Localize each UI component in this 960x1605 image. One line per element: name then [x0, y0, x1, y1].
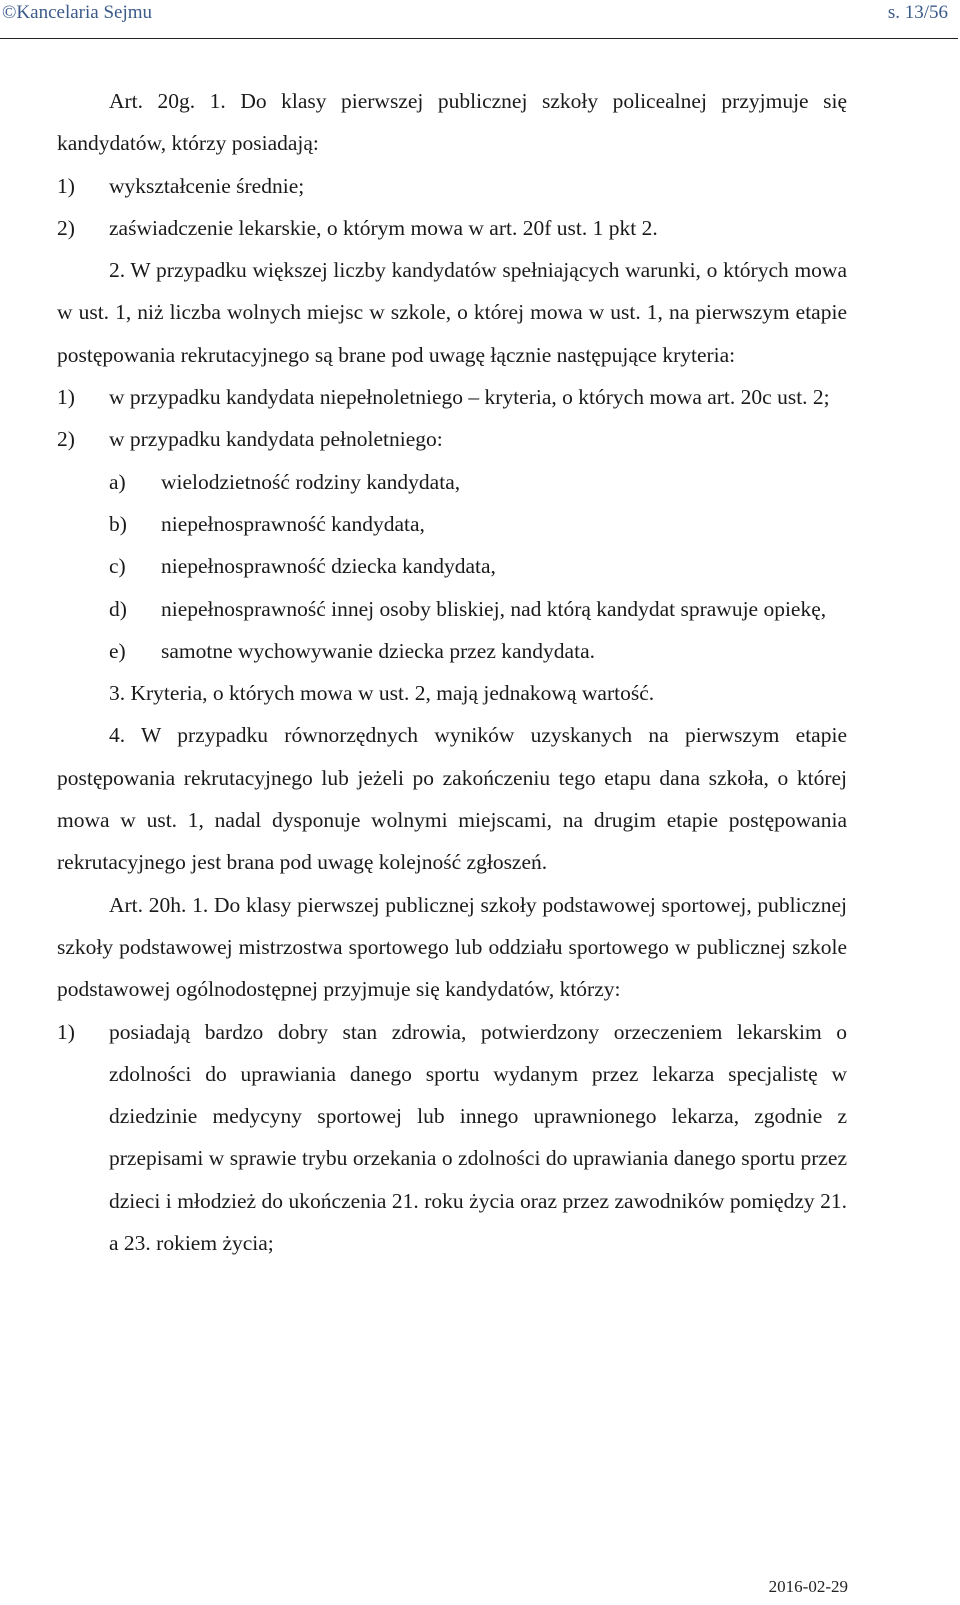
- copyright-label: ©Kancelaria Sejmu: [2, 2, 153, 23]
- list-item: 1) posiadają bardzo dobry stan zdrowia, potwierdzony orzeczeniem lekarskim o zdolności do uprawiania danego sportu wydanym przez lekarza specjalistę w dziedzinie medycyny sportowej lub innego uprawnionego lekarza, zgodnie z przepisami w sprawie trybu orzekania o zdolności do uprawiania danego sportu przez dzieci i młodzież do ukończenia 21. roku życia oraz przez zawodników pomiędzy 21. a 23. rokiem życia;: [57, 1019, 847, 1256]
- sub-list-item: a) wielodzietność rodziny kandydata,: [109, 469, 461, 494]
- sub-list-item: e) samotne wychowywanie dziecka przez kandydata.: [109, 638, 595, 663]
- footer-date: 2016-02-29: [768, 1577, 848, 1596]
- sub-list-item: c) niepełnosprawność dziecka kandydata,: [109, 554, 496, 579]
- art-20g-paragraph-3: 3. Kryteria, o których mowa w ust. 2, mają jednakową wartość.: [109, 681, 655, 706]
- list-item: 1) wykształcenie średnie;: [57, 173, 305, 198]
- art-20g-paragraph-1: Art. 20g. 1. Do klasy pierwszej publicznej szkoły policealnej przyjmuje się kandydatów, którzy posiadają:: [57, 89, 847, 156]
- page-number: s. 13/56: [887, 2, 948, 23]
- sub-list-item: d) niepełnosprawność innej osoby bliskiej, nad którą kandydat sprawuje opiekę,: [109, 596, 827, 621]
- document-body: [57, 80, 847, 1264]
- list-item: 2) w przypadku kandydata pełnoletniego:: [57, 427, 443, 452]
- sub-list-item: b) niepełnosprawność kandydata,: [109, 511, 425, 536]
- page-header: [0, 0, 958, 39]
- art-20g-paragraph-2: 2. W przypadku większej liczby kandydatów spełniających warunki, o których mowa w ust. 1, niż liczba wolnych miejsc w szkole, o której mowa w ust. 1, na pierwszym etapie postępowania rekrutacyjnego są brane pod uwagę łącznie następujące kryteria:: [57, 258, 847, 367]
- list-item: 1) w przypadku kandydata niepełnoletniego – kryteria, o których mowa art. 20c ust. 2;: [57, 385, 830, 410]
- list-item: 2) zaświadczenie lekarskie, o którym mowa w art. 20f ust. 1 pkt 2.: [57, 215, 658, 240]
- art-20g-paragraph-4: 4. W przypadku równorzędnych wyników uzyskanych na pierwszym etapie postępowania rekrutacyjnego lub jeżeli po zakończeniu tego etapu dana szkoła, o której mowa w ust. 1, nadal dysponuje wolnymi miejscami, na drugim etapie postępowania rekrutacyjnego jest brana pod uwagę kolejność zgłoszeń.: [57, 723, 847, 875]
- art-20h-paragraph-1: Art. 20h. 1. Do klasy pierwszej publicznej szkoły podstawowej sportowej, publicznej szkoły podstawowej mistrzostwa sportowego lub oddziału sportowego w publicznej szkole podstawowej ogólnodostępnej przyjmuje się kandydatów, którzy:: [57, 892, 847, 1002]
